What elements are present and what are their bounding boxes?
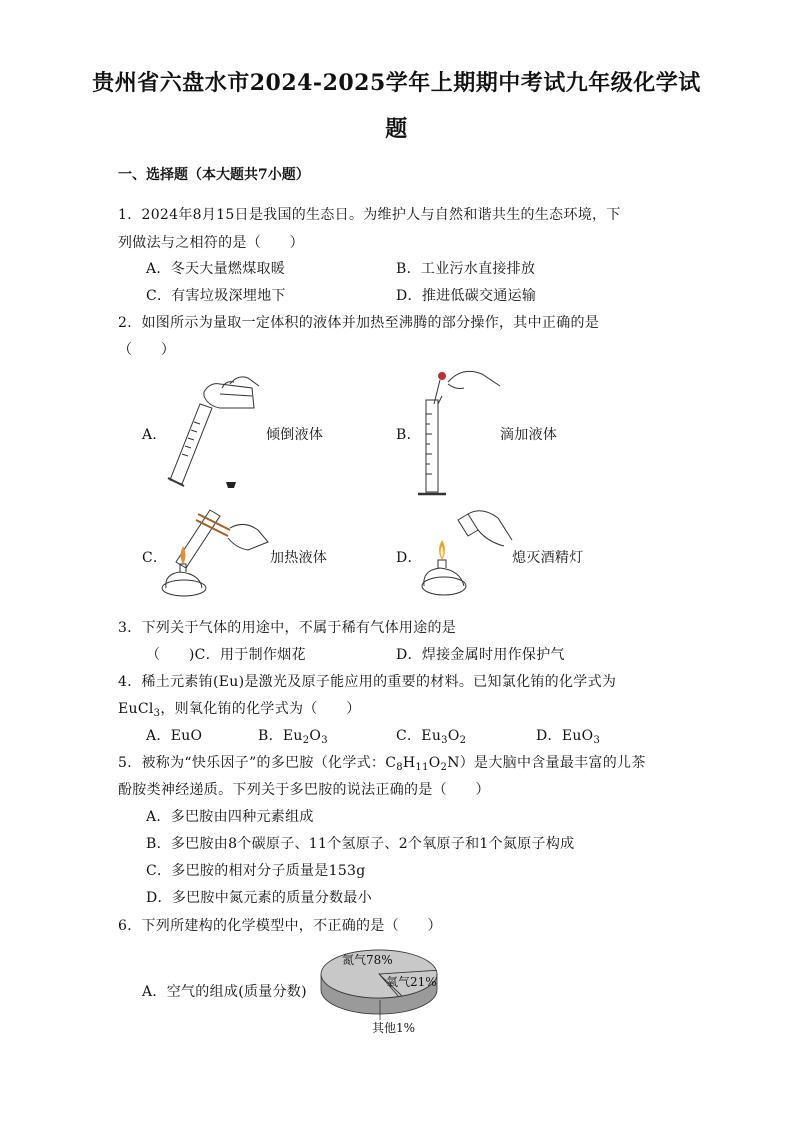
q1-stem-line1: 1．2024年8月15日是我国的生态日。为维护人与自然和谐共生的生态环境，下 — [118, 207, 621, 223]
q2-option-d-caption: 熄灭酒精灯 — [512, 550, 584, 566]
pie-label-nitrogen: 氮气78% — [342, 953, 393, 967]
q2-option-c-caption: 加热液体 — [270, 550, 328, 566]
page-title: 贵州省六盘水市2024-2025学年上期期中考试九年级化学试 — [92, 70, 701, 96]
q4-option-c: C．$Eu_3O_2$ — [396, 728, 467, 746]
q1-option-d: D．推进低碳交通运输 — [396, 288, 537, 304]
q4-stem-line2: EuCl$_3$，则氧化铕的化学式为（ ） — [118, 701, 361, 719]
dropper-figure — [412, 364, 502, 498]
page-title-cont: 题 — [385, 116, 408, 142]
q4-option-d: D．EuO$_3$ — [536, 728, 601, 746]
q2-option-d-letter: D． — [396, 550, 422, 566]
air-composition-pie-chart — [314, 942, 444, 1038]
q5-option-a: A．多巴胺由四种元素组成 — [146, 809, 314, 825]
pie-label-oxygen: 氧气21% — [386, 975, 437, 989]
q1-option-c: C．有害垃圾深埋地下 — [146, 288, 286, 304]
q5-option-b: B．多巴胺由8个碳原子、11个氢原子、2个氧原子和1个氮原子构成 — [146, 836, 575, 852]
q5-stem-line2: 酚胺类神经递质。下列关于多巴胺的说法正确的是（ ） — [118, 782, 490, 798]
q4-stem-line1: 4．稀土元素铕(Eu)是激光及原子能应用的重要的材料。已知氯化铕的化学式为 — [118, 674, 617, 690]
section-heading: 一、选择题（本大题共7小题） — [118, 167, 310, 183]
q1-option-b: B．工业污水直接排放 — [396, 261, 536, 277]
q4-option-b: B．$Eu_2O_3$ — [258, 728, 328, 746]
q4-option-a: A．EuO — [146, 728, 203, 744]
q1-option-a: A．冬天大量燃煤取暖 — [146, 261, 286, 277]
q6-option-a: A．空气的组成(质量分数) — [142, 984, 307, 1000]
q5-option-c: C．多巴胺的相对分子质量是153g — [146, 863, 366, 879]
q2-option-c-letter: C． — [142, 550, 168, 566]
q5-stem-line1: 5．被称为“快乐因子”的多巴胺（化学式：$C_8H_{11}O_2N$）是大脑中含量最丰富的儿茶 — [118, 755, 646, 773]
q2-option-b-letter: B． — [396, 427, 421, 443]
q2-stem-line1: 2．如图所示为量取一定体积的液体并加热至沸腾的部分操作，其中正确的是 — [118, 315, 600, 331]
q2-option-a-caption: 倾倒液体 — [266, 427, 324, 443]
q3-option-c: （ )C．用于制作烟花 — [146, 647, 306, 663]
q6-stem: 6．下列所建构的化学模型中，不正确的是（ ） — [118, 918, 442, 934]
heating-liquid-figure — [140, 500, 270, 600]
q2-stem-line2: （ ） — [118, 342, 176, 358]
extinguish-lamp-figure — [414, 508, 514, 602]
q5-option-d: D．多巴胺中氮元素的质量分数最小 — [146, 890, 373, 906]
q2-option-a-letter: A． — [142, 427, 167, 443]
q1-stem-line2: 列做法与之相符的是（ ） — [118, 235, 304, 251]
q2-option-b-caption: 滴加液体 — [500, 427, 558, 443]
pouring-liquid-figure — [160, 374, 260, 494]
q3-option-d: D．焊接金属时用作保护气 — [396, 647, 565, 663]
q3-stem: 3．下列关于气体的用途中，不属于稀有气体用途的是 — [118, 620, 457, 636]
pie-label-other: 其他1% — [372, 1021, 416, 1035]
